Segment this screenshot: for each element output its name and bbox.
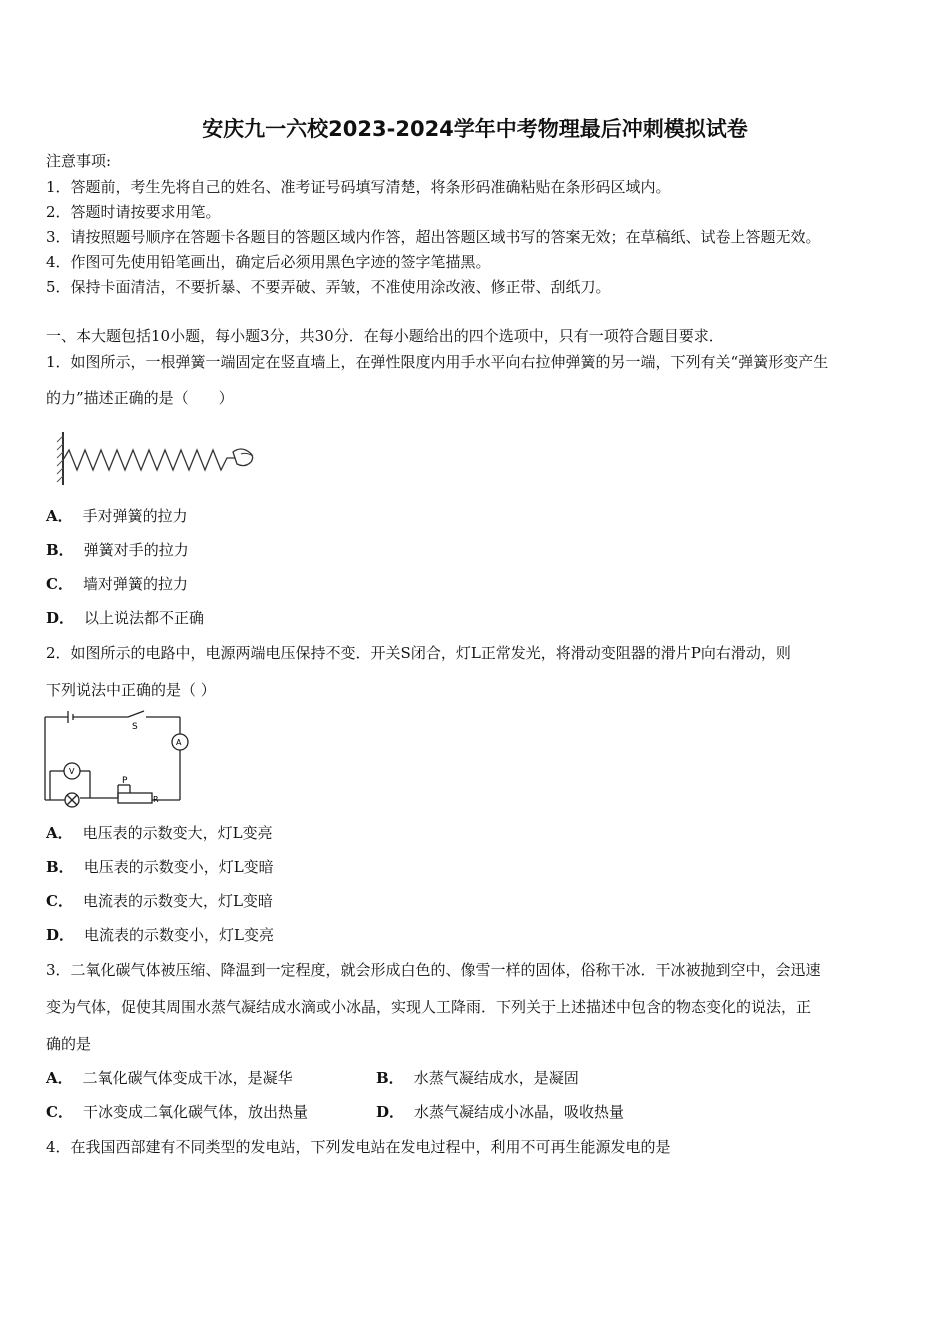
question-1-option-d[interactable] [46, 608, 204, 628]
option-label: C． [46, 575, 73, 593]
voltmeter-label: V [69, 767, 75, 776]
option-text: 电压表的示数变大，灯L变亮 [82, 824, 273, 842]
question-3-option-c[interactable] [46, 1102, 308, 1122]
question-1-text: 1．如图所示，一根弹簧一端固定在竖直墙上，在弹性限度内用手水平向右拉伸弹簧的另一端，下列有关“弹簧形变产生 [46, 353, 829, 371]
option-label: D． [46, 609, 75, 627]
section-heading: 一、本大题包括10小题，每小题3分，共30分．在每小题给出的四个选项中，只有一项符合题目要求． [46, 327, 724, 345]
question-3-text: 确的是 [46, 1035, 92, 1053]
question-2-option-a[interactable] [46, 823, 273, 843]
question-1-text: 的力”描述正确的是（ ） [46, 389, 234, 407]
option-label: B． [46, 858, 74, 876]
question-3-option-b[interactable] [376, 1068, 579, 1088]
question-2-option-c[interactable] [46, 891, 273, 911]
question-3-option-a[interactable] [46, 1068, 293, 1088]
question-2-text: 2．如图所示的电路中，电源两端电压保持不变．开关S闭合，灯L正常发光，将滑动变阻器的滑片P向右滑动，则 [46, 644, 791, 662]
option-label: C． [46, 1103, 73, 1121]
option-text: 电流表的示数变小，灯L变亮 [84, 926, 274, 944]
option-text: 水蒸气凝结成水，是凝固 [413, 1069, 579, 1087]
rheostat-label: R [153, 795, 159, 804]
question-2-text: 下列说法中正确的是（ ） [46, 681, 216, 699]
option-text: 二氧化碳气体变成干冰，是凝华 [82, 1069, 293, 1087]
question-1-option-c[interactable] [46, 574, 188, 594]
option-text: 以上说法都不正确 [84, 609, 205, 627]
switch-label: S [132, 722, 138, 732]
option-label: A． [46, 507, 73, 525]
notice-heading: 注意事项: [46, 152, 112, 170]
slider-label: P [122, 776, 128, 786]
option-text: 干冰变成二氧化碳气体，放出热量 [82, 1103, 308, 1121]
question-3-text: 变为气体，促使其周围水蒸气凝结成水滴或小冰晶，实现人工降雨．下列关于上述描述中包含的物态变化的说法，正 [46, 998, 812, 1016]
option-text: 水蒸气凝结成小冰晶，吸收热量 [414, 1103, 625, 1121]
option-text: 弹簧对手的拉力 [83, 541, 189, 559]
option-text: 电压表的示数变小，灯L变暗 [83, 858, 274, 876]
page-title: 安庆九一六校2023-2024学年中考物理最后冲刺模拟试卷 [202, 117, 748, 141]
option-label: D． [46, 926, 75, 944]
question-2-option-d[interactable] [46, 925, 274, 945]
option-label: B． [376, 1069, 404, 1087]
ammeter-label: A [176, 738, 182, 747]
question-3-option-d[interactable] [376, 1102, 624, 1122]
notice-item: 3．请按照题号顺序在答题卡各题目的答题区域内作答，超出答题区域书写的答案无效；在草稿纸、试卷上答题无效。 [46, 228, 821, 246]
option-label: C． [46, 892, 73, 910]
notice-item: 1．答题前，考生先将自己的姓名、准考证号码填写清楚，将条形码准确粘贴在条形码区域内。 [46, 178, 671, 196]
option-label: A． [46, 824, 73, 842]
option-label: D． [376, 1103, 405, 1121]
notice-item: 5．保持卡面清洁，不要折暴、不要弄破、弄皱，不准使用涂改液、修正带、刮纸刀。 [46, 278, 611, 296]
spring-figure [55, 430, 265, 490]
option-text: 手对弹簧的拉力 [82, 507, 188, 525]
question-1-option-b[interactable] [46, 540, 189, 560]
question-4-text: 4．在我国西部建有不同类型的发电站，下列发电站在发电过程中，利用不可再生能源发电的是 [46, 1138, 671, 1156]
notice-item: 4．作图可先使用铅笔画出，确定后必须用黑色字迹的签字笔描黑。 [46, 253, 491, 271]
option-label: A． [46, 1069, 73, 1087]
notice-item: 2．答题时请按要求用笔。 [46, 203, 221, 221]
question-1-option-a[interactable] [46, 506, 188, 526]
question-3-text: 3．二氧化碳气体被压缩、降温到一定程度，就会形成白色的、像雪一样的固体，俗称干冰．干冰被抛到空中，会迅速 [46, 961, 821, 979]
option-text: 电流表的示数变大，灯L变暗 [82, 892, 273, 910]
option-label: B． [46, 541, 74, 559]
circuit-figure [40, 707, 200, 807]
question-2-option-b[interactable] [46, 857, 274, 877]
option-text: 墙对弹簧的拉力 [82, 575, 188, 593]
